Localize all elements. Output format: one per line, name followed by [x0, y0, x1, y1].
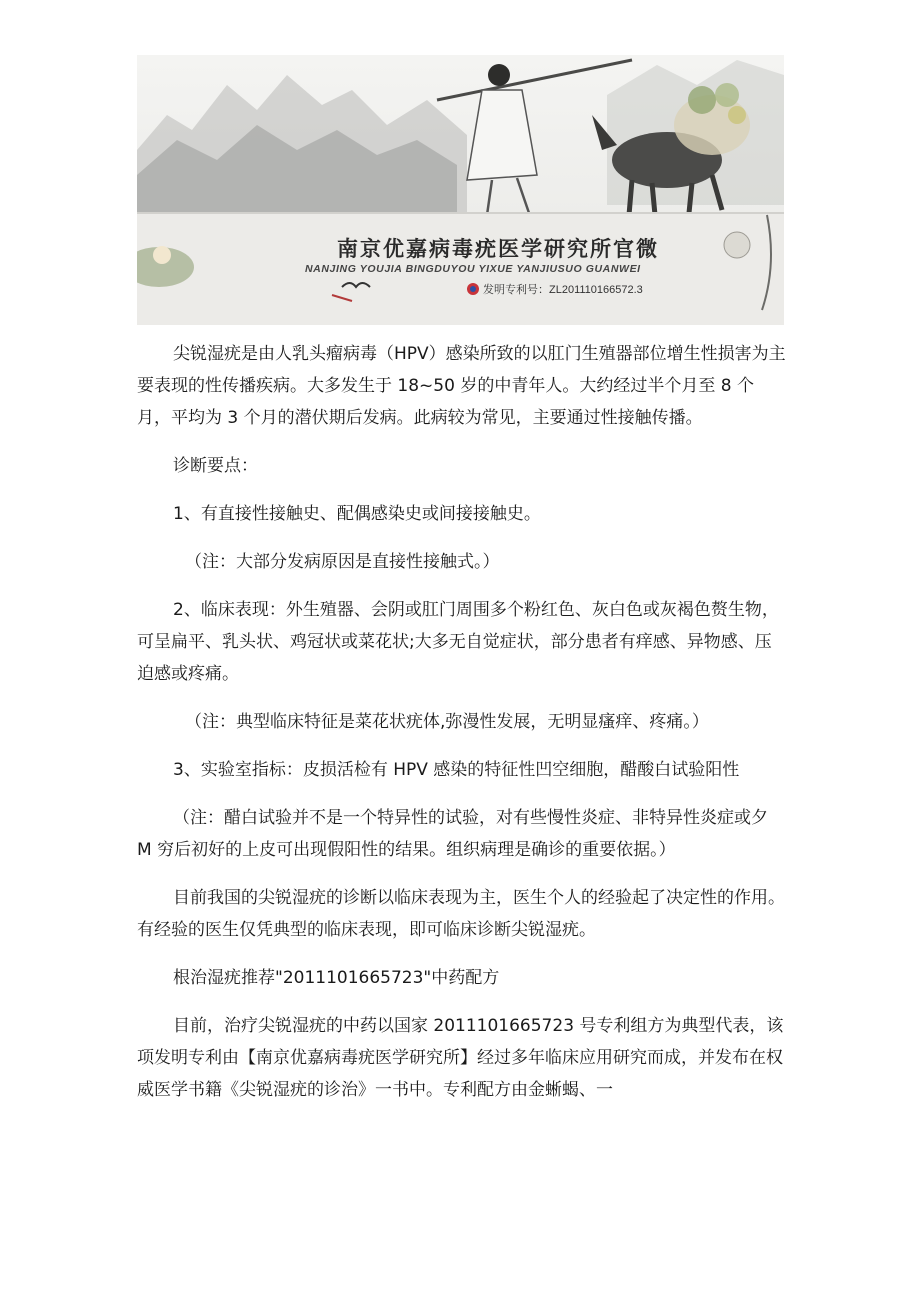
- diagnosis-note-2: （注：典型临床特征是菜花状疣体,弥漫性发展，无明显瘙痒、疼痛。）: [185, 712, 709, 732]
- patent-logo-icon: [467, 283, 479, 295]
- diagnosis-heading: 诊断要点：: [173, 456, 258, 476]
- recommendation-heading: 根治湿疣推荐"2011101665723"中药配方: [173, 968, 500, 988]
- diagnosis-point-3: 3、实验室指标：皮损活检有 HPV 感染的特征性凹空细胞，醋酸白试验阳性: [173, 760, 740, 780]
- header-banner-image: [137, 55, 784, 325]
- treatment-paragraph: 目前，治疗尖锐湿疣的中药以国家 2011101665723 号专利组方为典型代表，该项发明专利由【南京优嘉病毒疣医学研究所】经过多年临床应用研究而成，并发布在权威医学书籍《尖锐湿疣的诊治》一书中。专利配方由金蜥蝎、一: [137, 1016, 784, 1100]
- diagnosis-point-1: 1、有直接性接触史、配偶感染史或间接接触史。: [173, 504, 541, 524]
- diagnosis-note-1: （注：大部分发病原因是直接性接触式。）: [185, 552, 500, 572]
- banner-subtitle: NANJING YOUJIA BINGDUYOU YIXUE YANJIUSUO GUANWEI: [305, 263, 641, 275]
- current-diagnosis-paragraph: 目前我国的尖锐湿疣的诊断以临床表现为主，医生个人的经验起了决定性的作用。有经验的医生仅凭典型的临床表现，即可临床诊断尖锐湿疣。: [137, 888, 785, 940]
- diagnosis-point-2: 2、临床表现：外生殖器、会阴或肛门周围多个粉红色、灰白色或灰褐色赘生物，可呈扁平、乳头状、鸡冠状或菜花状;大多无自觉症状，部分患者有痒感、异物感、压迫感或疼痛。: [137, 600, 779, 684]
- diagnosis-note-3: （注：醋白试验并不是一个特异性的试验，对有些慢性炎症、非特异性炎症或夕 M 穷后初好的上皮可出现假阳性的结果。组织病理是确诊的重要依据。）: [137, 808, 768, 860]
- intro-paragraph: 尖锐湿疣是由人乳头瘤病毒（HPV）感染所致的以肛门生殖器部位增生性损害为主要表现的性传播疾病。大多发生于 18~50 岁的中青年人。大约经过半个月至 8 个月，平均为 3 个月的潜伏期后发病。此病较为常见，主要通过性接触传播。: [137, 344, 786, 428]
- banner-patent-number: [467, 281, 643, 297]
- ink-painting-illustration: [137, 55, 784, 325]
- article-body: [137, 338, 787, 1106]
- banner-patent-text: 发明专利号：ZL201110166572.3: [483, 284, 643, 296]
- banner-title: 南京优嘉病毒疣医学研究所官微: [337, 236, 659, 261]
